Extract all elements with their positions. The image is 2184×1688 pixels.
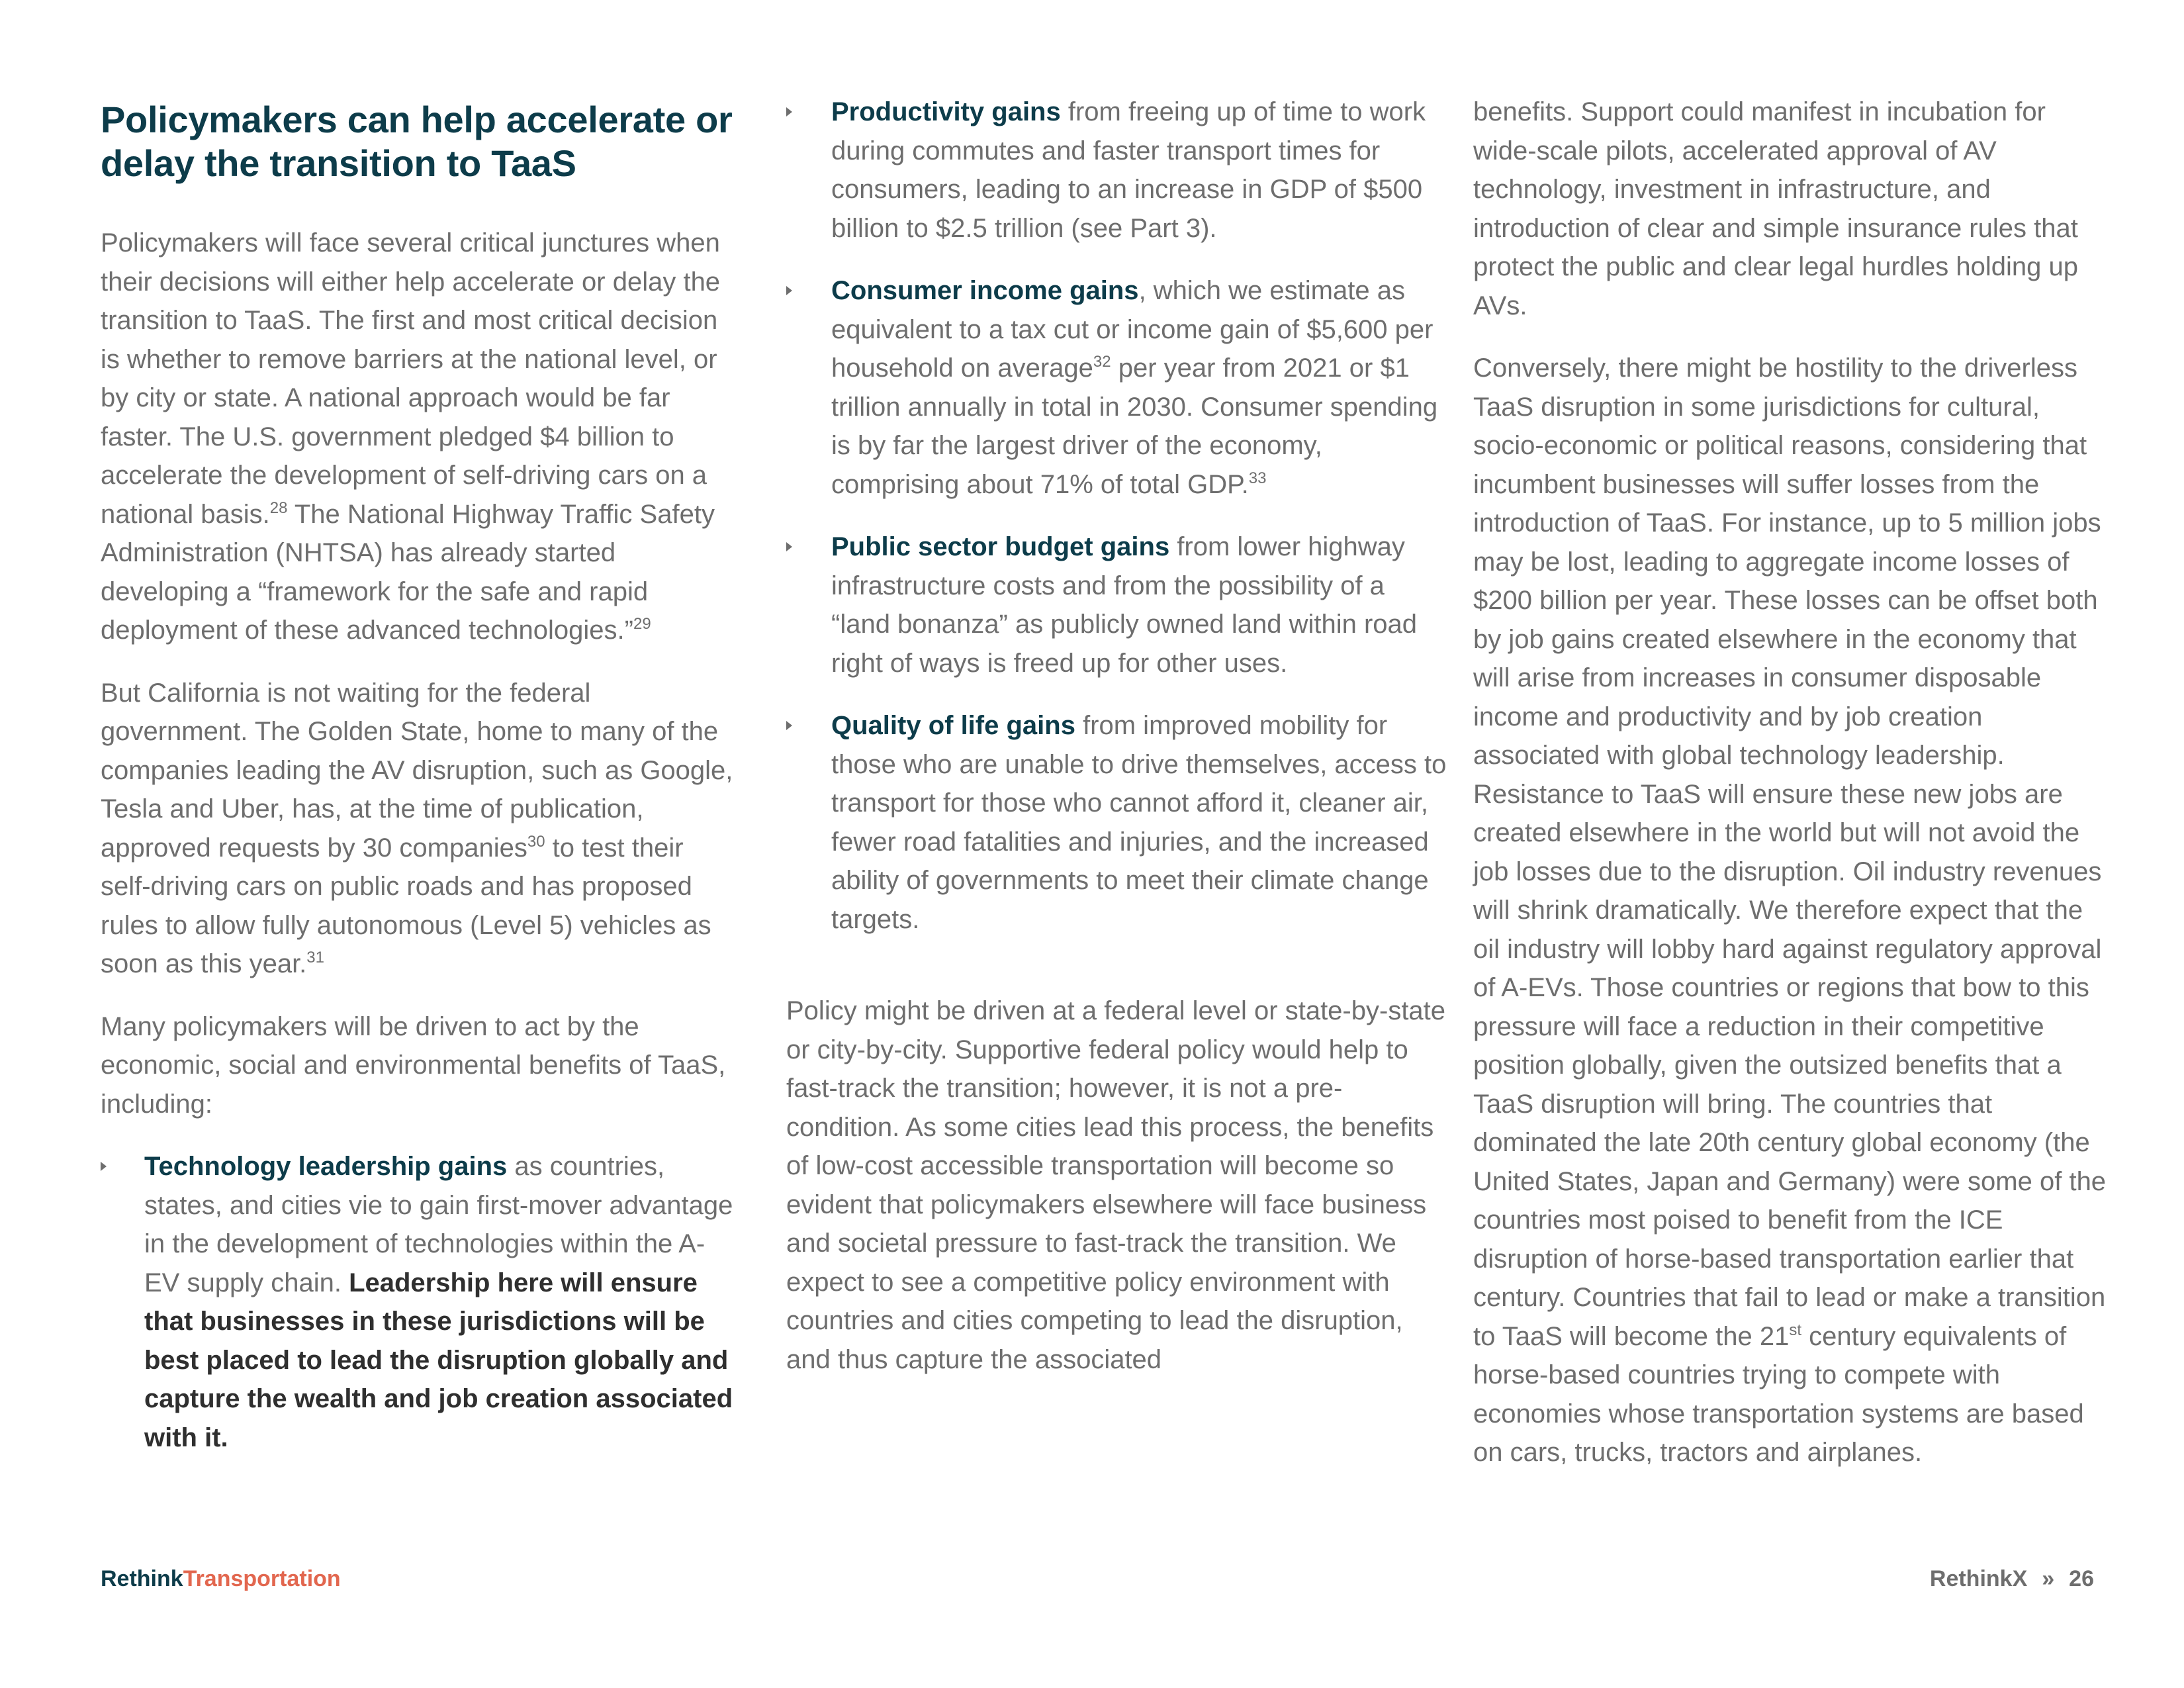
bullet-quality-of-life [786,706,1448,939]
bullet-consumer-income [786,271,1448,504]
bullet-emphasis: Leadership here will ensure that businesses in these jurisdictions will be best placed to lead the disruption globally and capture the wealth and job creation associated with it. [144,1268,733,1452]
bullet-lead: Productivity gains [831,97,1061,126]
text-run: Conversely, there might be hostility to the driverless TaaS disruption in some jurisdictions for cultural, socio-economic or political reasons, considering that incumbent businesses will suffer losses from the introduction of TaaS. For instance, up to 5 million jobs may be lost, leading to aggregate income losses of $200 billion per year. These losses can be offset both by job gains created elsewhere in the economy that will arise from increases in consumer disposable income and productivity and by job creation associated with global technology leadership. Resistance to TaaS will ensure these new jobs are created elsewhere in the world but will not avoid the job losses due to the disruption. Oil industry revenues will shrink dramatically. We therefore expect that the oil industry will lobby hard against regulatory approval of A-EVs. Those countries or regions that bow to this pressure will face a reduction in their competitive position globally, given the outsized benefits that a TaaS disruption will bring. The countries that dominated the late 20th century global economy (the United States, Japan and Germany) were some of the countries most poised to benefit from the ICE disruption of horse-based transportation earlier that century. Countries that fail to lead or make a transition to TaaS will become the 21 [1473,353,2107,1351]
bullet-triangle-icon [101,1162,107,1171]
bullet-text: from freeing up of time to work during commutes and faster transport times for consumers, leading to an increase in GDP of $500 billion to $2.5 trillion (see Part 3). [831,97,1426,243]
footer-separator: » [2042,1566,2055,1591]
column-1 [101,93,736,1481]
publisher-name: RethinkX [1929,1566,2028,1591]
bullet-technology-leadership [101,1147,736,1457]
footnote-ref-31: 31 [306,949,324,966]
bullet-text: , which we estimate as equivalent to a tax cut or income gain of $5,600 per household on average [831,276,1433,383]
paragraph-hostility [1473,349,2109,1472]
brand-rethink: Rethink [101,1566,183,1591]
section-heading: Policymakers can help accelerate or delay the transition to TaaS [101,99,733,184]
bullet-text: from lower highway infrastructure costs and from the possibility of a “land bonanza” as publicly owned land within road right of ways is freed up for other uses. [831,532,1417,678]
footnote-ref-33: 33 [1248,469,1267,487]
paragraph-california [101,674,736,984]
footnote-ref-29: 29 [633,615,651,633]
bullet-lead: Quality of life gains [831,711,1075,740]
paragraph-critical-junctures [101,224,736,650]
bullet-lead: Technology leadership gains [144,1152,508,1181]
paragraph-policy-levels: Policy might be driven at a federal level or state-by-state or city-by-city. Supportive federal policy would help to fast-track the transition; however, it is not a pre-condition. As some cities lead this process, the benefits of low-cost accessible transportation will become so evident that policymakers elsewhere will face business and societal pressure to fast-track the transition. We expect to see a competitive policy environment with countries and cities competing to lead the disruption, and thus capture the associated [786,996,1446,1374]
benefits-list-part1 [101,1147,736,1457]
bullet-text: from improved mobility for those who are unable to drive themselves, access to transport for those who cannot afford it, cleaner air, fewer road fatalities and injuries, and the increased ability of governments to meet their climate change targets. [831,711,1447,934]
footnote-ref-32: 32 [1093,353,1111,371]
paragraph-benefits-intro: Many policymakers will be driven to act by the economic, social and environmental benefits of TaaS, including: [101,1011,726,1119]
text-run: Policymakers will face several critical junctures when their decisions will either help accelerate or delay the transition to TaaS. The first and most critical decision is whether to remove barriers at the national level, or by city or state. A national approach would be far faster. The U.S. government pledged $4 billion to accelerate the development of self-driving cars on a national basis. [101,228,721,529]
bullet-text: per year from 2021 or $1 trillion annually in total in 2030. Consumer spending is by far the largest driver of the economy, comprising about 71% of total GDP. [831,353,1438,499]
bullet-triangle-icon [786,542,792,551]
text-run: But California is not waiting for the federal government. The Golden State, home to many of the companies leading the AV disruption, such as Google, Tesla and Uber, has, at the time of publication, approved requests by 30 companies [101,678,733,863]
bullet-text: as countries, states, and cities vie to gain first-mover advantage in the development of technologies within the A-EV supply chain. [144,1152,733,1297]
bullet-triangle-icon [786,107,792,117]
bullet-triangle-icon [786,721,792,730]
text-run: The National Highway Traffic Safety Administration (NHTSA) has already started developing a “framework for the safe and rapid deployment of these advanced technologies.” [101,499,715,645]
bullet-public-sector [786,528,1448,682]
footnote-ref-30: 30 [527,832,545,851]
spacer [786,962,1448,992]
page-number: 26 [2069,1566,2094,1591]
footnote-ref-28: 28 [269,498,288,517]
column-2 [786,93,1448,1403]
ordinal-suffix: st [1789,1321,1801,1339]
benefits-list-part2 [786,93,1448,939]
paragraph-support: benefits. Support could manifest in incubation for wide-scale pilots, accelerated approval of AV technology, investment in infrastructure, and introduction of clear and simple insurance rules that protect the public and clear legal hurdles holding up AVs. [1473,97,2078,320]
bullet-lead: Public sector budget gains [831,532,1170,561]
footer-brand [101,1566,341,1592]
text-run: to test their self-driving cars on public roads and has proposed rules to allow fully autonomous (Level 5) vehicles as soon as this year. [101,833,711,978]
column-3 [1473,93,2109,1496]
brand-transportation: Transportation [183,1566,341,1591]
footer-page-info [1930,1566,2094,1592]
bullet-productivity [786,93,1448,248]
text-run: century equivalents of horse-based countries trying to compete with economies whose transportation systems are based on cars, trucks, tractors and airplanes. [1473,1321,2084,1467]
bullet-triangle-icon [786,286,792,295]
bullet-lead: Consumer income gains [831,276,1139,305]
